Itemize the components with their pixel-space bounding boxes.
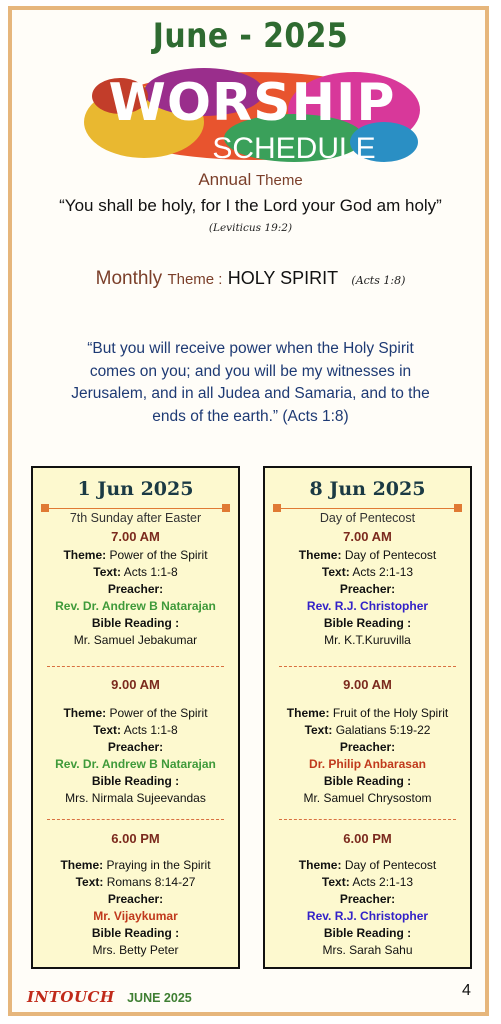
- service-time: 6.00 PM: [343, 831, 392, 846]
- monthly-label-a: Monthly: [95, 268, 163, 289]
- verse-line: “But you will receive power when the Holy Spirit: [87, 340, 414, 357]
- service-theme: Theme: Fruit of the Holy Spirit: [286, 706, 449, 720]
- service-text: Text: Galatians 5:19-22: [304, 723, 431, 737]
- page-number: 4: [462, 982, 471, 999]
- bible-reader: Mrs. Nirmala Sujeevandas: [65, 791, 206, 805]
- card-rule: [275, 508, 460, 509]
- bible-reader: Mrs. Betty Peter: [92, 943, 179, 957]
- service-theme: Theme: Power of the Spirit: [63, 706, 208, 720]
- verse-line: Jerusalem, and in all Judea and Samaria, and to the: [71, 385, 430, 402]
- verse-line: comes on you; and you will be my witnesses in: [89, 362, 412, 380]
- service-theme: Theme: Praying in the Spirit: [60, 858, 211, 872]
- service-theme: Theme: Day of Pentecost: [298, 548, 437, 562]
- preacher-name: Rev. R.J. Christopher: [306, 909, 429, 923]
- bible-reading-label: Bible Reading :: [91, 774, 180, 788]
- bible-reading-label: Bible Reading :: [91, 926, 180, 940]
- monthly-theme: [0, 268, 501, 290]
- month-title: June - 2025: [152, 16, 349, 56]
- service-block: [265, 829, 470, 959]
- annual-theme-ref: (Leviticus 19:2): [208, 222, 293, 234]
- banner-title: WORSHIP: [108, 73, 396, 133]
- service-text: Text: Acts 2:1-13: [321, 565, 414, 579]
- bible-reader: Mr. Samuel Chrysostom: [303, 791, 432, 805]
- preacher-label: Preacher:: [107, 740, 164, 754]
- preacher-name: Mr. Vijaykumar: [93, 909, 178, 923]
- preacher-name: Rev. Dr. Andrew B Natarajan: [55, 599, 216, 613]
- schedule-card-2: [263, 466, 472, 969]
- verse-line: ends of the earth.” (Acts 1:8): [152, 407, 349, 425]
- preacher-label: Preacher:: [339, 582, 396, 596]
- monthly-theme-value: HOLY SPIRIT: [227, 268, 339, 288]
- service-block: [33, 527, 238, 649]
- annual-label-b: Theme: [255, 172, 303, 189]
- preacher-name: Rev. Dr. Andrew B Natarajan: [55, 757, 216, 771]
- banner-subtitle: SCHEDULE: [212, 132, 376, 165]
- monthly-theme-ref: (Acts 1:8): [351, 274, 406, 287]
- bible-reading-label: Bible Reading :: [91, 616, 180, 630]
- service-time: 7.00 AM: [343, 529, 392, 544]
- preacher-name: Rev. R.J. Christopher: [306, 599, 429, 613]
- preacher-label: Preacher:: [339, 740, 396, 754]
- bible-reading-label: Bible Reading :: [323, 774, 412, 788]
- worship-schedule-banner: [84, 62, 420, 172]
- card-subtitle: 7th Sunday after Easter: [69, 511, 202, 525]
- service-time: 7.00 AM: [111, 529, 160, 544]
- monthly-label-b: Theme :: [167, 271, 223, 288]
- service-text: Text: Romans 8:14-27: [75, 875, 196, 889]
- preacher-name: Dr. Philip Anbarasan: [309, 757, 426, 771]
- service-time: 6.00 PM: [111, 831, 160, 846]
- card-date: 8 Jun 2025: [309, 478, 426, 500]
- annual-label-a: Annual: [198, 170, 252, 189]
- service-time: 9.00 AM: [343, 677, 392, 692]
- bible-reader: Mr. K.T.Kuruvilla: [324, 633, 411, 647]
- service-divider: [279, 819, 456, 820]
- service-text: Text: Acts 1:1-8: [93, 723, 178, 737]
- bible-reader: Mr. Samuel Jebakumar: [73, 633, 198, 647]
- annual-theme-label: [0, 170, 501, 190]
- preacher-label: Preacher:: [107, 582, 164, 596]
- service-text: Text: Acts 2:1-13: [321, 875, 414, 889]
- service-time: 9.00 AM: [111, 677, 160, 692]
- bible-reading-label: Bible Reading :: [323, 926, 412, 940]
- schedule-card-1: [31, 466, 240, 969]
- service-theme: Theme: Day of Pentecost: [298, 858, 437, 872]
- footer: [27, 988, 192, 1007]
- service-divider: [279, 666, 456, 667]
- annual-theme-quote: “You shall be holy, for I the Lord your God am holy”: [59, 196, 442, 215]
- service-block: [33, 829, 238, 959]
- issue-label: JUNE 2025: [127, 991, 192, 1005]
- card-subtitle: Day of Pentecost: [319, 511, 416, 525]
- service-text: Text: Acts 1:1-8: [93, 565, 178, 579]
- card-date: 1 Jun 2025: [77, 478, 194, 500]
- service-block: [265, 527, 470, 649]
- bible-reading-label: Bible Reading :: [323, 616, 412, 630]
- service-block: [265, 675, 470, 807]
- bible-reader: Mrs. Sarah Sahu: [322, 943, 413, 957]
- paint-splash-graphic: [84, 62, 420, 172]
- theme-verse: [50, 338, 451, 428]
- service-block: [33, 675, 238, 807]
- service-divider: [47, 819, 224, 820]
- service-divider: [47, 666, 224, 667]
- card-rule: [43, 508, 228, 509]
- preacher-label: Preacher:: [107, 892, 164, 906]
- preacher-label: Preacher:: [339, 892, 396, 906]
- intouch-logo: INTOUCH: [27, 988, 115, 1006]
- service-theme: Theme: Power of the Spirit: [63, 548, 208, 562]
